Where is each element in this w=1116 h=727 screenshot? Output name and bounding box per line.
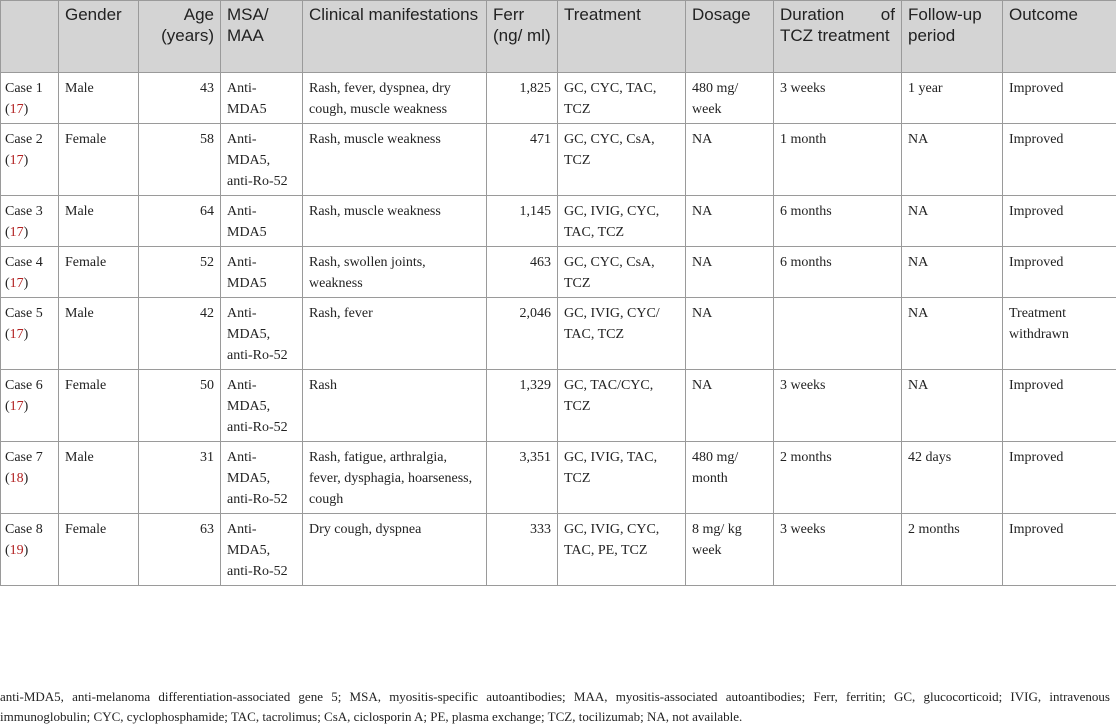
dosage-cell: 480 mg/ month [686,442,774,514]
treatment-cell: GC, IVIG, CYC/ TAC, TCZ [558,298,686,370]
header-gender: Gender [59,1,139,73]
duration-cell: 6 months [774,247,902,298]
header-clinical-manifestations: Clinical manifestations [303,1,487,73]
duration-cell: 3 weeks [774,370,902,442]
follow-up-cell: NA [902,124,1003,196]
age-cell: 31 [139,442,221,514]
table-footnote: anti-MDA5, anti-melanoma differentiation-associated gene 5; MSA, myositis-specific autoantibodies; MAA, myositis-associated autoantibodies; Ferr, ferritin; GC, glucocorticoid; IVIG, intravenous immunoglobulin; CYC, cyclophosphamide; TAC, tacrolimus; CsA, ciclosporin A; PE, plasma exchange; TCZ, tocilizumab; NA, not available. [0,687,1110,727]
treatment-cell: GC, CYC, CsA, TCZ [558,247,686,298]
reference-link[interactable]: 17 [10,327,24,342]
outcome-cell: Improved [1003,442,1116,514]
header-outcome: Outcome [1003,1,1116,73]
msa-cell: Anti-MDA5 [221,247,303,298]
case-label: Case 7 ( [5,450,43,486]
header-treatment: Treatment [558,1,686,73]
dosage-cell: NA [686,298,774,370]
case-label: Case 2 ( [5,132,43,168]
age-cell: 52 [139,247,221,298]
clinical-cell: Rash, muscle weakness [303,124,487,196]
header-age: Age (years) [139,1,221,73]
ferritin-cell: 471 [487,124,558,196]
case-cell: Case 3 (17) [1,196,59,247]
age-cell: 43 [139,73,221,124]
gender-cell: Male [59,73,139,124]
gender-cell: Female [59,247,139,298]
msa-cell: Anti-MDA5 [221,73,303,124]
reference-link[interactable]: 17 [10,225,24,240]
case-label: Case 8 ( [5,522,43,558]
table-body [1,73,1116,586]
age-cell: 50 [139,370,221,442]
header-follow-up: Follow-up period [902,1,1003,73]
case-cell: Case 7 (18) [1,442,59,514]
age-cell: 42 [139,298,221,370]
duration-cell: 3 weeks [774,514,902,586]
follow-up-cell: NA [902,247,1003,298]
case-label: Case 5 ( [5,306,43,342]
case-cell: Case 8 (19) [1,514,59,586]
clinical-cell: Rash, muscle weakness [303,196,487,247]
dosage-cell: NA [686,247,774,298]
table-row [1,124,1116,196]
case-label: Case 1 ( [5,81,43,117]
header-duration: Duration of TCZ treatment [774,1,902,73]
treatment-cell: GC, IVIG, TAC, TCZ [558,442,686,514]
ferritin-cell: 3,351 [487,442,558,514]
header-dosage: Dosage [686,1,774,73]
dosage-cell: NA [686,124,774,196]
gender-cell: Female [59,124,139,196]
gender-cell: Female [59,370,139,442]
outcome-cell: Improved [1003,73,1116,124]
ferritin-cell: 1,825 [487,73,558,124]
dosage-cell: NA [686,370,774,442]
treatment-cell: GC, IVIG, CYC, TAC, TCZ [558,196,686,247]
table-header [1,1,1116,73]
reference-link[interactable]: 17 [10,102,24,117]
case-cell: Case 2 (17) [1,124,59,196]
gender-cell: Male [59,196,139,247]
reference-link[interactable]: 17 [10,399,24,414]
table-row [1,73,1116,124]
duration-cell: 3 weeks [774,73,902,124]
ferritin-cell: 1,329 [487,370,558,442]
case-cell: Case 1 (17) [1,73,59,124]
ferritin-cell: 1,145 [487,196,558,247]
dosage-cell: 480 mg/ week [686,73,774,124]
msa-cell: Anti-MDA5, anti-Ro-52 [221,370,303,442]
clinical-cell: Rash, fever, dyspnea, dry cough, muscle weakness [303,73,487,124]
case-cell: Case 5 (17) [1,298,59,370]
ferritin-cell: 463 [487,247,558,298]
table-row [1,442,1116,514]
follow-up-cell: 1 year [902,73,1003,124]
age-cell: 58 [139,124,221,196]
msa-cell: Anti-MDA5, anti-Ro-52 [221,298,303,370]
age-cell: 63 [139,514,221,586]
case-label: Case 3 ( [5,204,43,240]
duration-cell: 1 month [774,124,902,196]
msa-cell: Anti-MDA5, anti-Ro-52 [221,442,303,514]
clinical-cell: Rash, fever [303,298,487,370]
table-row [1,370,1116,442]
outcome-cell: Improved [1003,247,1116,298]
outcome-cell: Improved [1003,196,1116,247]
msa-cell: Anti-MDA5, anti-Ro-52 [221,514,303,586]
ferritin-cell: 2,046 [487,298,558,370]
clinical-cell: Rash, fatigue, arthralgia, fever, dysphagia, hoarseness, cough [303,442,487,514]
gender-cell: Male [59,298,139,370]
case-label: Case 4 ( [5,255,43,291]
follow-up-cell: 42 days [902,442,1003,514]
duration-cell: 6 months [774,196,902,247]
ferritin-cell: 333 [487,514,558,586]
outcome-cell: Improved [1003,124,1116,196]
duration-cell [774,298,902,370]
table-row [1,247,1116,298]
gender-cell: Female [59,514,139,586]
reference-link[interactable]: 17 [10,276,24,291]
dosage-cell: NA [686,196,774,247]
clinical-cell: Rash, swollen joints, weakness [303,247,487,298]
case-cell: Case 4 (17) [1,247,59,298]
treatment-cell: GC, TAC/CYC, TCZ [558,370,686,442]
age-cell: 64 [139,196,221,247]
table-row [1,196,1116,247]
header-msa-maa: MSA/ MAA [221,1,303,73]
case-cell: Case 6 (17) [1,370,59,442]
header-ferritin: Ferr (ng/ ml) [487,1,558,73]
reference-link[interactable]: 17 [10,153,24,168]
reference-link[interactable]: 18 [10,471,24,486]
msa-cell: Anti-MDA5, anti-Ro-52 [221,124,303,196]
follow-up-cell: NA [902,298,1003,370]
clinical-cell: Rash [303,370,487,442]
table-row [1,514,1116,586]
outcome-cell: Improved [1003,370,1116,442]
case-label: Case 6 ( [5,378,43,414]
outcome-cell: Treatment withdrawn [1003,298,1116,370]
dosage-cell: 8 mg/ kg week [686,514,774,586]
treatment-cell: GC, CYC, TAC, TCZ [558,73,686,124]
header-row [1,1,1116,73]
header-case [1,1,59,73]
table-row [1,298,1116,370]
outcome-cell: Improved [1003,514,1116,586]
duration-cell: 2 months [774,442,902,514]
follow-up-cell: NA [902,196,1003,247]
reference-link[interactable]: 19 [10,543,24,558]
msa-cell: Anti-MDA5 [221,196,303,247]
follow-up-cell: NA [902,370,1003,442]
treatment-cell: GC, CYC, CsA, TCZ [558,124,686,196]
follow-up-cell: 2 months [902,514,1003,586]
clinical-cell: Dry cough, dyspnea [303,514,487,586]
treatment-cell: GC, IVIG, CYC, TAC, PE, TCZ [558,514,686,586]
gender-cell: Male [59,442,139,514]
